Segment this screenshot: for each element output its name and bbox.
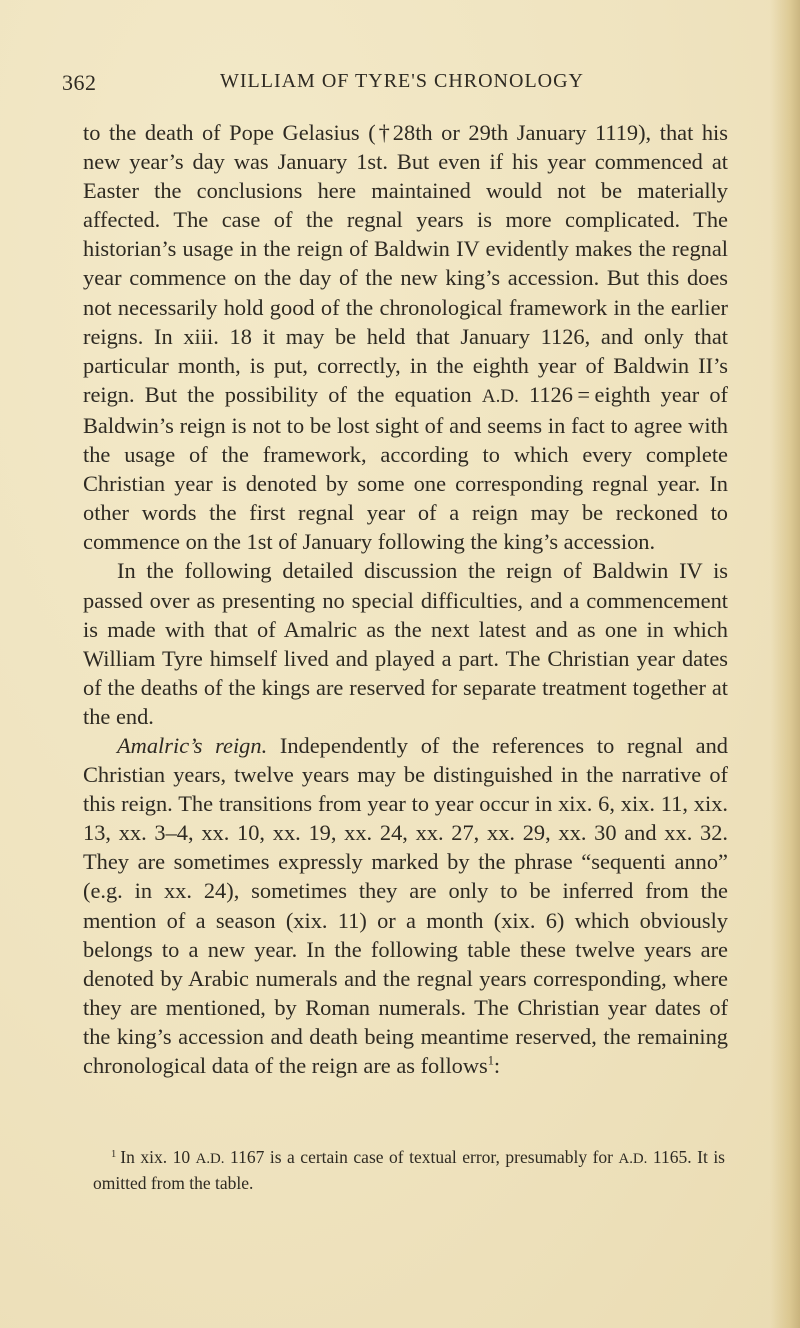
text-run: In the following detailed discussion the reign of Baldwin IV is passed over as presenting no special difficulties, and a commencement is made with that of Amalric as the next latest and as one in which William Tyre himself lived and played a part. The Christian year dates of the deaths of the kings are reserved for separate treatment together at the end. bbox=[83, 558, 728, 729]
text-run: 1165. It is omitted from the table. bbox=[93, 1147, 725, 1193]
footnote-reference: 1 bbox=[487, 1053, 494, 1068]
small-caps-text: A.D. bbox=[195, 1151, 225, 1167]
small-caps-text: A.D. bbox=[481, 385, 519, 407]
page-number: 362 bbox=[62, 70, 97, 95]
text-run: Independently of the references to regnal and Christian years, twelve years may be distinguished in the narrative of this reign. The transitions from year to year occur in xix. 6, xix. 11, xix. 13, xx. 3–4, xx. 10, xx. 19, xx. 24, xx. 27, xx. 29, xx. 30 and xx. 32. They are sometimes expressly marked by the phrase “sequenti anno” (e.g. in xx. 24), sometimes they are only to be inferred from the mention of a season (xix. 11) or a month (xix. 6) which obviously belongs to a new year. In the following table these twelve years are denoted by Arabic numerals and the regnal years corresponding, where they are mentioned, by Roman numerals. The Christian year dates of the king’s accession and death being meantime reserved, the remaining chronological data of the reign are as follows bbox=[83, 732, 728, 1078]
footnote-marker: 1 bbox=[111, 1148, 117, 1160]
paragraph bbox=[83, 731, 728, 1080]
paragraph bbox=[83, 556, 728, 731]
section-heading-inline: Amalric’s reign. bbox=[117, 732, 268, 758]
text-run: : bbox=[493, 1053, 501, 1078]
footnote bbox=[93, 1145, 725, 1195]
footnotes bbox=[93, 1145, 725, 1195]
text-run: to the death of Pope Gelasius (†28th or 29th January 1119), that his new year’s day was January 1st. But even if his year commenced at Easter the conclusions here maintained would not be materially affected. The case of the regnal years is more complicated. The historian’s usage in the reign of Baldwin IV evidently makes the regnal year commence on the day of the new king’s accession. But this does not necessarily hold good of the chronological framework in the earlier reigns. In xiii. 18 it may be held that January 1126, and only that particular month, is put, correctly, in the eighth year of Baldwin II’s reign. But the possibility of the equation bbox=[83, 120, 728, 407]
paragraph bbox=[83, 118, 728, 556]
small-caps-text: A.D. bbox=[618, 1151, 648, 1167]
page-header bbox=[62, 70, 742, 100]
running-head: WILLIAM OF TYRE'S CHRONOLOGY bbox=[219, 70, 584, 92]
body-text bbox=[83, 118, 728, 1080]
text-run: In xix. 10 bbox=[120, 1147, 196, 1167]
text-run: 1126 = eighth year of Baldwin’s reign is not to be lost sight of and seems in fact to agree with the usage of the framework, according to which every complete Christian year is denoted by some one corresponding regnal year. In other words the first regnal year of a reign may be reckoned to commence on the 1st of January following the king’s accession. bbox=[83, 381, 728, 555]
text-run: 1167 is a certain case of textual error, presumably for bbox=[224, 1147, 619, 1167]
